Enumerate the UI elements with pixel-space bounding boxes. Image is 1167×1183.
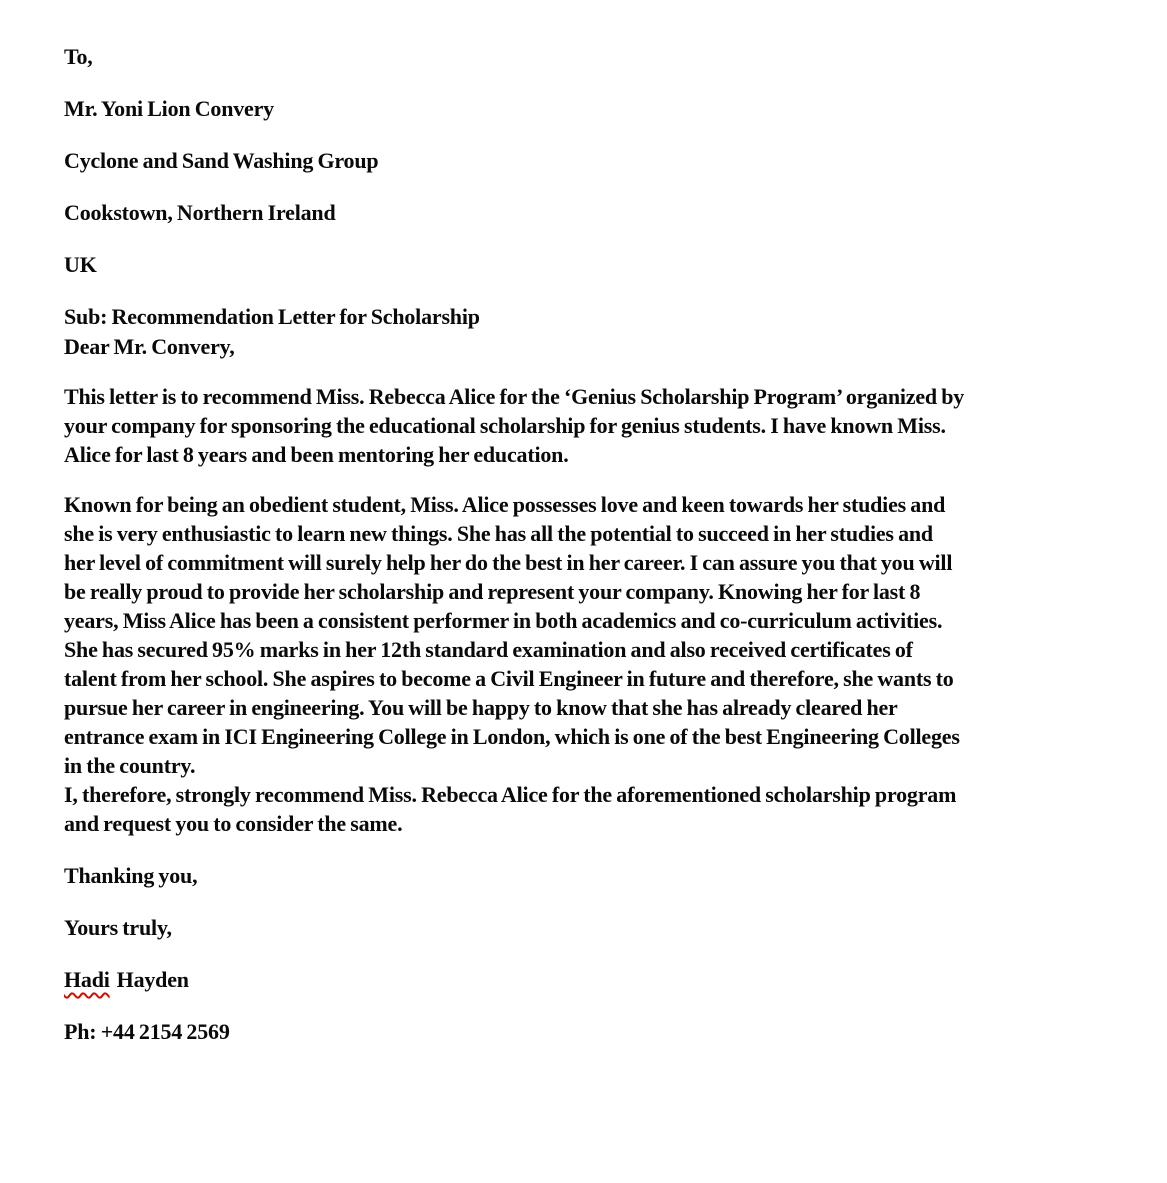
paragraph-line: her level of commitment will surely help her do the best in her career. I can assure you that you will bbox=[64, 550, 953, 575]
recipient-organization: Cyclone and Sand Washing Group bbox=[64, 148, 379, 173]
paragraph-line: Alice for last 8 years and been mentoring her education. bbox=[64, 442, 569, 467]
paragraph-line: Known for being an obedient student, Miss. Alice possesses love and keen towards her studies and bbox=[64, 492, 946, 517]
paragraph-line: years, Miss Alice has been a consistent performer in both academics and co-curriculum activities. bbox=[64, 608, 943, 633]
signature-last-name: Hayden bbox=[116, 967, 189, 992]
phone-number: Ph: +44 2154 2569 bbox=[64, 1019, 230, 1044]
subject-block bbox=[64, 302, 1127, 362]
paragraph-body bbox=[64, 490, 1127, 838]
recipient-name: Mr. Yoni Lion Convery bbox=[64, 96, 274, 121]
recipient-address-block bbox=[64, 42, 1127, 280]
closing-thanks: Thanking you, bbox=[64, 863, 198, 888]
paragraph-line: pursue her career in engineering. You will be happy to know that she has already cleared her bbox=[64, 695, 898, 720]
paragraph-line: in the country. bbox=[64, 753, 196, 778]
recipient-country: UK bbox=[64, 252, 97, 277]
paragraph-line: your company for sponsoring the educational scholarship for genius students. I have known Miss. bbox=[64, 413, 946, 438]
paragraph-line: and request you to consider the same. bbox=[64, 811, 403, 836]
paragraph-line: This letter is to recommend Miss. Rebecca Alice for the ‘Genius Scholarship Program’ organized by bbox=[64, 384, 965, 409]
closing-valediction: Yours truly, bbox=[64, 915, 172, 940]
recipient-city: Cookstown, Northern Ireland bbox=[64, 200, 336, 225]
paragraph-line: entrance exam in ICI Engineering College in London, which is one of the best Engineering Colleges bbox=[64, 724, 960, 749]
greeting: Dear Mr. Convery, bbox=[64, 334, 235, 359]
subject-line: Sub: Recommendation Letter for Scholarship bbox=[64, 304, 480, 329]
signature-first-name: Hadi bbox=[64, 967, 110, 992]
closing-block bbox=[64, 861, 1127, 1047]
paragraph-intro bbox=[64, 382, 1127, 469]
paragraph-line: she is very enthusiastic to learn new things. She has all the potential to succeed in her studies and bbox=[64, 521, 933, 546]
paragraph-line: talent from her school. She aspires to become a Civil Engineer in future and therefore, she wants to bbox=[64, 666, 954, 691]
paragraph-line: be really proud to provide her scholarship and represent your company. Knowing her for last 8 bbox=[64, 579, 921, 604]
signature bbox=[64, 965, 1127, 995]
paragraph-line: I, therefore, strongly recommend Miss. Rebecca Alice for the aforementioned scholarship program bbox=[64, 782, 957, 807]
recipient-salutation: To, bbox=[64, 44, 93, 69]
paragraph-line: She has secured 95% marks in her 12th standard examination and also received certificates of bbox=[64, 637, 913, 662]
